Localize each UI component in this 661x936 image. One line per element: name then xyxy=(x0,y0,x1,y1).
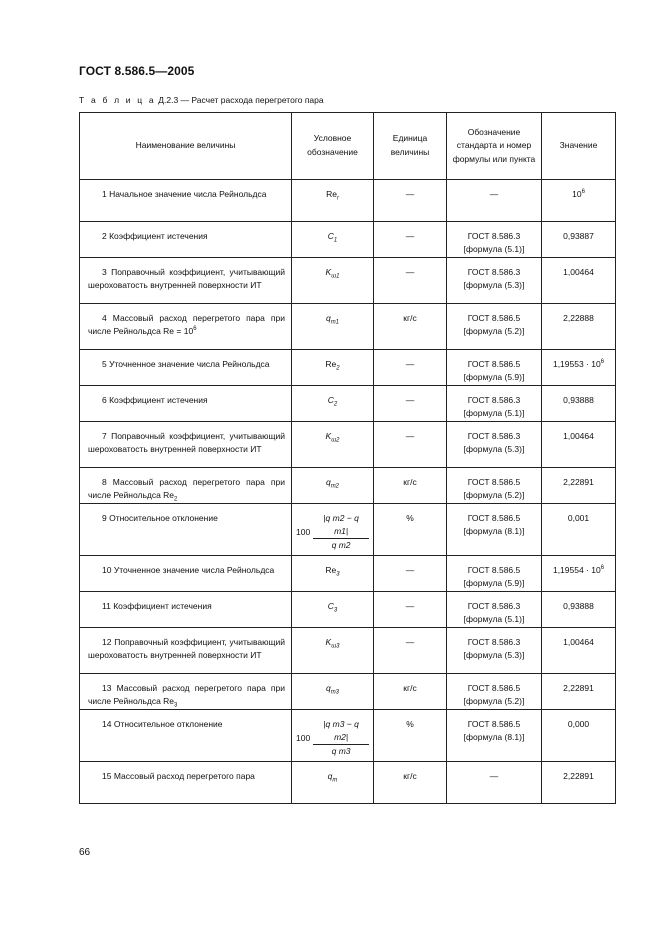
row-value-cell xyxy=(542,386,616,422)
row-symbol: Re xyxy=(326,189,337,199)
column-header-reference: Обозначение стандарта и номер формулы или пункта xyxy=(447,113,542,180)
table-row xyxy=(80,222,616,258)
row-name-text: Коэффициент истечения xyxy=(109,231,208,241)
row-symbol: C xyxy=(327,395,334,405)
row-symbol-subscript: m2 xyxy=(330,483,339,490)
row-symbol-cell xyxy=(292,386,374,422)
relative-deviation-formula xyxy=(296,512,369,553)
row-symbol-subscript: ш1 xyxy=(331,273,340,280)
row-name-cell xyxy=(80,222,292,258)
row-symbol-subscript: m1 xyxy=(330,319,339,326)
row-number: 12 xyxy=(102,637,112,647)
row-name-cell xyxy=(80,468,292,504)
row-unit-cell: кг/с xyxy=(374,468,447,504)
row-name-text: Поправочный коэффициент, учитывающий шероховатость внутренней поверхности ИТ xyxy=(88,431,285,455)
row-unit-cell: — xyxy=(374,556,447,592)
flow-calculation-table xyxy=(79,112,616,804)
caption-label: Т а б л и ц а xyxy=(79,95,156,105)
row-symbol-cell xyxy=(292,592,374,628)
page-number: 66 xyxy=(79,847,91,858)
row-value-cell xyxy=(542,628,616,674)
formula-denominator: q m3 xyxy=(331,746,351,757)
formula-fraction xyxy=(313,718,369,759)
row-reference-cell: — xyxy=(447,762,542,804)
row-value-cell xyxy=(542,422,616,468)
table-row xyxy=(80,304,616,350)
row-number: 3 xyxy=(102,267,107,277)
row-number: 7 xyxy=(102,431,107,441)
table-row xyxy=(80,468,616,504)
row-unit-cell: % xyxy=(374,504,447,556)
row-symbol-cell xyxy=(292,504,374,556)
row-value: 1,19553 · 10 xyxy=(552,359,601,369)
row-value-cell xyxy=(542,674,616,710)
row-symbol-cell xyxy=(292,674,374,710)
row-reference-cell: ГОСТ 8.586.3 [формула (5.1)] xyxy=(447,222,542,258)
row-value-exponent: 6 xyxy=(581,189,585,196)
row-name-cell xyxy=(80,258,292,304)
row-reference-cell: ГОСТ 8.586.3 [формула (5.3)] xyxy=(447,258,542,304)
formula-numerator: |q m3 − q m2| xyxy=(313,718,369,745)
row-symbol-cell xyxy=(292,556,374,592)
row-symbol: q xyxy=(326,477,331,487)
row-symbol: q xyxy=(327,771,333,781)
column-header-name: Наименование величины xyxy=(80,113,292,180)
row-unit-cell: — xyxy=(374,222,447,258)
row-symbol-subscript: 1 xyxy=(333,237,338,244)
row-name-cell xyxy=(80,710,292,762)
table-row xyxy=(80,762,616,804)
row-name-text: Коэффициент истечения xyxy=(109,395,208,405)
row-value-cell xyxy=(542,592,616,628)
row-value-cell xyxy=(542,258,616,304)
formula-coefficient: 100 xyxy=(296,526,311,537)
table-caption xyxy=(79,95,324,105)
column-header-unit: Единица величины xyxy=(374,113,447,180)
row-number: 13 xyxy=(102,683,112,693)
row-number: 15 xyxy=(102,771,112,781)
document-header: ГОСТ 8.586.5—2005 xyxy=(79,64,195,78)
row-value-cell xyxy=(542,504,616,556)
table-row xyxy=(80,592,616,628)
row-symbol: C xyxy=(327,601,334,611)
row-symbol-subscript: m xyxy=(332,777,338,784)
row-name-text: Массовый расход перегретого пара при числе Рейнольдса Re = 10 xyxy=(88,313,285,337)
row-symbol-cell xyxy=(292,710,374,762)
row-symbol-cell xyxy=(292,350,374,386)
row-name-text: Массовый расход перегретого пара xyxy=(113,771,255,781)
table-row xyxy=(80,556,616,592)
row-name-subscript: 3 xyxy=(174,702,178,709)
column-header-symbol: Условное обозначение xyxy=(292,113,374,180)
caption-text: Д.2.3 — Расчет расхода перегретого пара xyxy=(155,95,324,105)
row-number: 1 xyxy=(102,189,107,199)
row-value-cell xyxy=(542,180,616,222)
row-value: 1,19554 · 10 xyxy=(552,565,601,575)
row-name-cell xyxy=(80,180,292,222)
row-unit-cell: — xyxy=(374,350,447,386)
row-symbol-subscript: 3 xyxy=(333,607,338,614)
row-name-subscript: 2 xyxy=(174,496,178,503)
row-value: 0,93888 xyxy=(563,601,594,611)
row-symbol-subscript: 2 xyxy=(333,401,338,408)
row-unit-cell: — xyxy=(374,258,447,304)
row-value: 10 xyxy=(572,189,582,199)
row-name-text: Поправочный коэффициент, учитывающий шероховатость внутренней поверхности ИТ xyxy=(88,637,285,661)
row-symbol-cell xyxy=(292,304,374,350)
row-symbol-cell xyxy=(292,422,374,468)
row-name-text: Массовый расход перегретого пара при числе Рейнольдса Re xyxy=(88,477,285,501)
row-value-cell xyxy=(542,222,616,258)
row-symbol-subscript: r xyxy=(336,195,339,202)
row-unit-cell: — xyxy=(374,180,447,222)
row-symbol-cell xyxy=(292,180,374,222)
row-symbol: q xyxy=(326,313,331,323)
formula-coefficient: 100 xyxy=(296,732,311,743)
row-number: 8 xyxy=(102,477,107,487)
formula-numerator: |q m2 − q m1| xyxy=(313,512,369,539)
row-name-cell xyxy=(80,386,292,422)
table-row xyxy=(80,180,616,222)
row-name-text: Начальное значение числа Рейнольдса xyxy=(109,189,267,199)
row-name-cell xyxy=(80,762,292,804)
row-value-cell xyxy=(542,762,616,804)
row-symbol-subscript: m3 xyxy=(330,689,339,696)
row-reference-cell: ГОСТ 8.586.5 [формула (5.9)] xyxy=(447,350,542,386)
row-reference-cell: ГОСТ 8.586.5 [формула (8.1)] xyxy=(447,710,542,762)
row-unit-cell: — xyxy=(374,592,447,628)
row-value-cell xyxy=(542,468,616,504)
row-symbol-subscript: ш2 xyxy=(331,437,340,444)
row-name-superscript: 6 xyxy=(193,326,197,333)
row-symbol: K xyxy=(325,267,332,277)
row-value: 1,00464 xyxy=(563,267,594,277)
row-symbol: C xyxy=(327,231,334,241)
row-value: 0,93888 xyxy=(563,395,594,405)
table-row xyxy=(80,710,616,762)
row-symbol: Re xyxy=(325,565,337,575)
row-name-cell xyxy=(80,674,292,710)
row-number: 9 xyxy=(102,513,107,523)
row-unit-cell: — xyxy=(374,386,447,422)
row-reference-cell: ГОСТ 8.586.5 [формула (5.2)] xyxy=(447,468,542,504)
row-unit-cell: кг/с xyxy=(374,304,447,350)
row-value: 1,00464 xyxy=(563,431,594,441)
row-symbol: K xyxy=(325,431,332,441)
row-name-text: Уточненное значение числа Рейнольдса xyxy=(109,359,270,369)
row-symbol-cell xyxy=(292,762,374,804)
row-number: 10 xyxy=(102,565,112,575)
row-value: 2,22891 xyxy=(563,683,594,693)
row-name-text: Поправочный коэффициент, учитывающий шероховатость внутренней поверхности ИТ xyxy=(88,267,285,291)
row-reference-cell: ГОСТ 8.586.3 [формула (5.1)] xyxy=(447,592,542,628)
row-name-cell xyxy=(80,504,292,556)
row-symbol-cell xyxy=(292,258,374,304)
row-unit-cell: % xyxy=(374,710,447,762)
row-reference-cell: ГОСТ 8.586.3 [формула (5.3)] xyxy=(447,422,542,468)
row-name-cell xyxy=(80,304,292,350)
row-number: 11 xyxy=(102,601,111,611)
row-name-text: Коэффициент истечения xyxy=(113,601,212,611)
formula-denominator: q m2 xyxy=(331,540,351,551)
row-name-cell xyxy=(80,592,292,628)
row-number: 2 xyxy=(102,231,107,241)
table-row xyxy=(80,258,616,304)
row-reference-cell: ГОСТ 8.586.5 [формула (5.9)] xyxy=(447,556,542,592)
row-number: 6 xyxy=(102,395,107,405)
row-symbol: Re xyxy=(325,359,337,369)
table-header-row xyxy=(80,113,616,180)
row-name-text: Массовый расход перегретого пара при числе Рейнольдса Re xyxy=(88,683,285,707)
row-value-exponent: 6 xyxy=(600,565,605,572)
row-name-cell xyxy=(80,628,292,674)
table-row xyxy=(80,628,616,674)
row-reference-cell: ГОСТ 8.586.5 [формула (5.2)] xyxy=(447,674,542,710)
row-symbol: K xyxy=(325,637,332,647)
row-value: 0,000 xyxy=(567,719,590,729)
row-value: 1,00464 xyxy=(563,637,594,647)
row-unit-cell: — xyxy=(374,422,447,468)
row-symbol-cell xyxy=(292,628,374,674)
row-value-cell xyxy=(542,304,616,350)
row-name-text: Относительное отклонение xyxy=(109,513,218,523)
row-symbol: q xyxy=(326,683,331,693)
row-value-exponent: 6 xyxy=(600,359,605,366)
table-row xyxy=(80,504,616,556)
row-number: 14 xyxy=(102,719,112,729)
row-value-cell xyxy=(542,710,616,762)
row-value-cell xyxy=(542,350,616,386)
row-reference-cell: — xyxy=(447,180,542,222)
row-value: 0,93887 xyxy=(563,231,594,241)
row-unit-cell: кг/с xyxy=(374,762,447,804)
table-row xyxy=(80,350,616,386)
row-name-text: Относительное отклонение xyxy=(113,719,223,729)
row-reference-cell: ГОСТ 8.586.3 [формула (5.1)] xyxy=(447,386,542,422)
row-value: 2,22891 xyxy=(563,771,594,781)
row-reference-cell: ГОСТ 8.586.3 [формула (5.3)] xyxy=(447,628,542,674)
row-number: 5 xyxy=(102,359,107,369)
row-value: 0,001 xyxy=(567,513,590,523)
row-reference-cell: ГОСТ 8.586.5 [формула (8.1)] xyxy=(447,504,542,556)
row-symbol-subscript: 3 xyxy=(336,571,340,578)
row-symbol-cell xyxy=(292,468,374,504)
row-unit-cell: кг/с xyxy=(374,674,447,710)
row-name-cell xyxy=(80,556,292,592)
row-symbol-cell xyxy=(292,222,374,258)
table-row xyxy=(80,386,616,422)
row-symbol-subscript: ш3 xyxy=(331,643,340,650)
row-reference-cell: ГОСТ 8.586.5 [формула (5.2)] xyxy=(447,304,542,350)
relative-deviation-formula xyxy=(296,718,369,759)
row-value: 2,22888 xyxy=(563,313,594,323)
row-name-cell xyxy=(80,422,292,468)
table-row xyxy=(80,674,616,710)
column-header-value: Значение xyxy=(542,113,616,180)
row-symbol-subscript: 2 xyxy=(336,365,340,372)
formula-fraction xyxy=(313,512,369,553)
row-name-text: Уточненное значение числа Рейнольдса xyxy=(113,565,275,575)
row-number: 4 xyxy=(102,313,107,323)
row-name-cell xyxy=(80,350,292,386)
table-row xyxy=(80,422,616,468)
row-unit-cell: — xyxy=(374,628,447,674)
row-value-cell xyxy=(542,556,616,592)
row-value: 2,22891 xyxy=(563,477,594,487)
